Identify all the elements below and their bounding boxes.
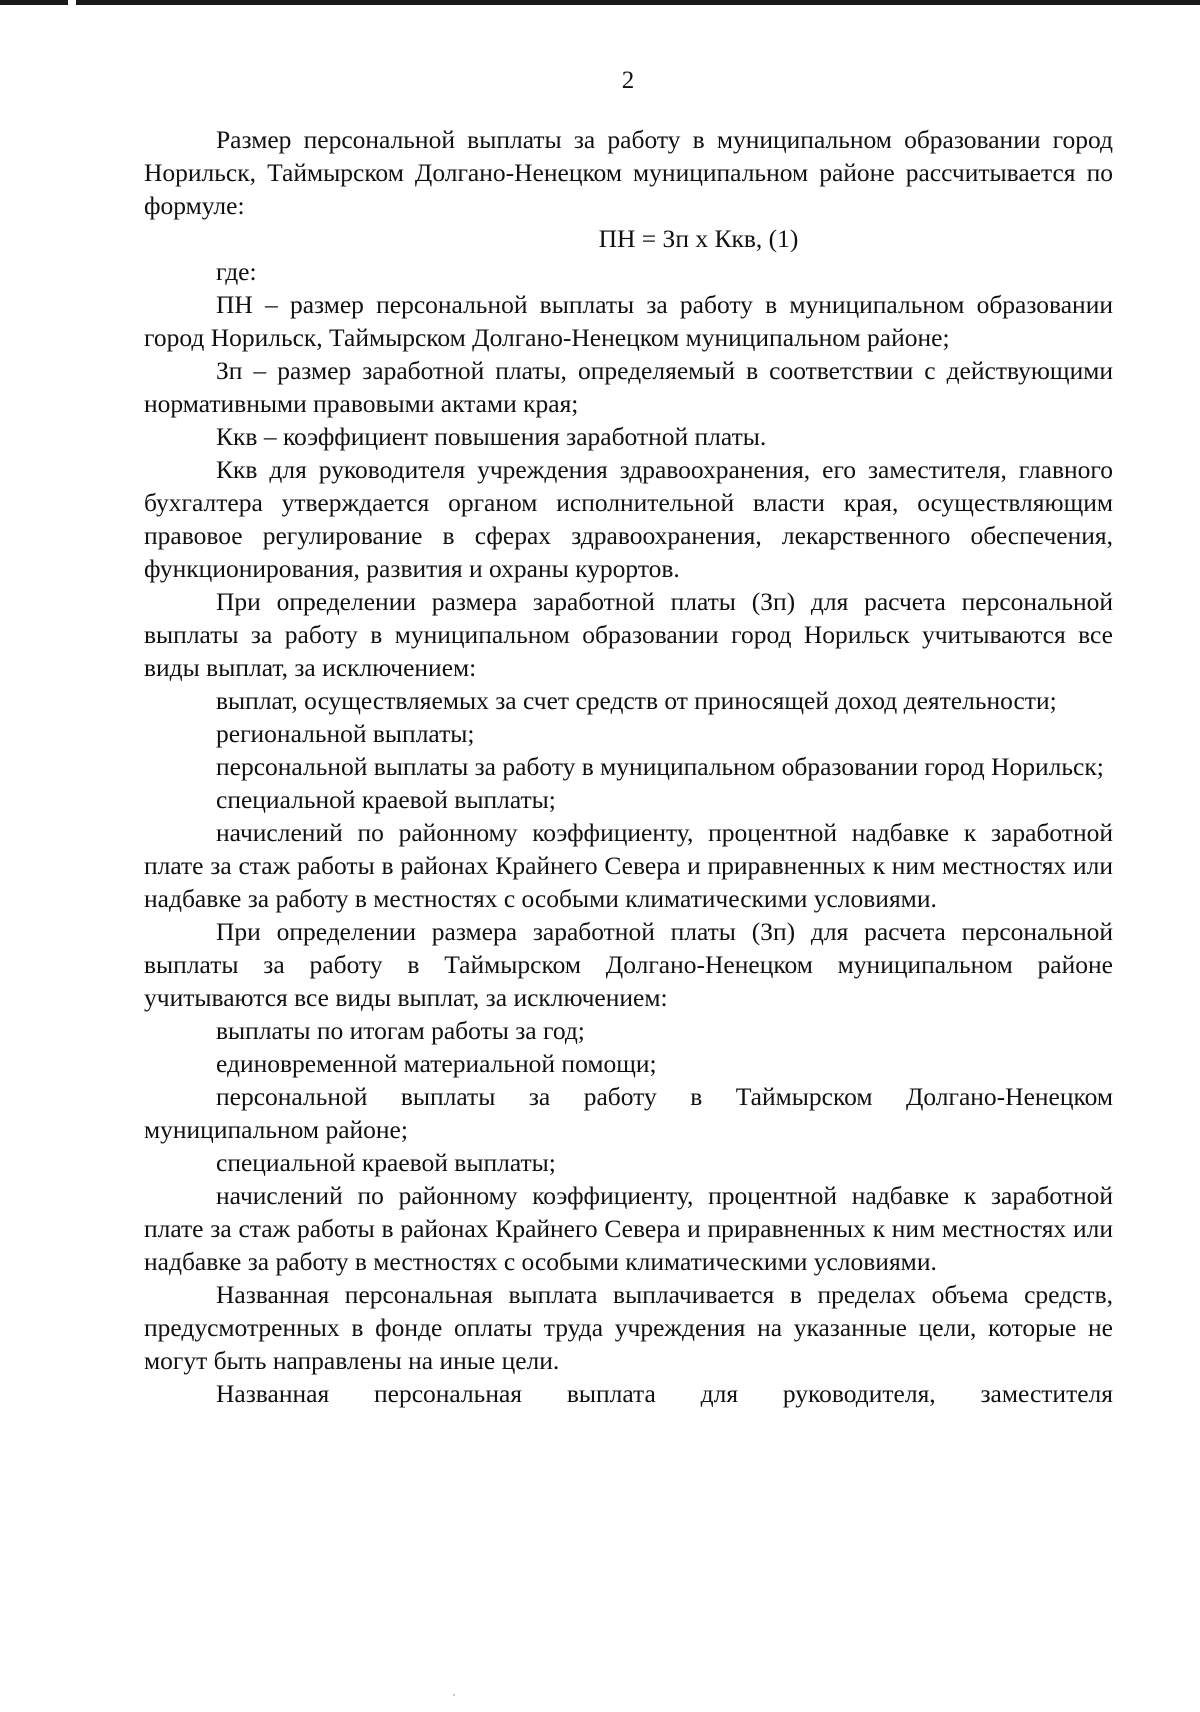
paragraph-kkv-approval: Ккв для руководителя учреждения здравоохранения, его заместителя, главного бухгалтера утверждается органом исполнительной власти края, осуществляющим правовое регулирование в сферах здравоохранения, лекарственного обеспечения, функционирования, развития и охраны курортов.	[144, 455, 1113, 583]
paragraph-pn-definition: ПН – размер персональной выплаты за работу в муниципальном образовании город Норильск, Таймырском Долгано-Ненецком муниципальном районе;	[144, 290, 1113, 352]
list-item-regional-payment: региональной выплаты;	[216, 719, 475, 748]
list-item-special-regional-payment-2: специальной краевой выплаты;	[216, 1148, 556, 1177]
paragraph-payment-size: Размер персональной выплаты за работу в муниципальном образовании город Норильск, Таймырском Долгано-Ненецком муниципальном районе рассчитывается по формуле:	[144, 125, 1113, 220]
document-body	[144, 123, 1113, 1410]
scan-top-edge-gap	[68, 0, 76, 5]
list-item-special-regional-payment: специальной краевой выплаты;	[216, 785, 556, 814]
paragraph-taimyr-calculation: При определении размера заработной платы (Зп) для расчета персональной выплаты за работу в Таймырском Долгано-Ненецком муниципальном районе учитываются все виды выплат, за исключением:	[144, 917, 1113, 1012]
page-number: 2	[621, 67, 635, 94]
formula: ПН = Зп х Ккв, (1)	[598, 224, 799, 253]
paragraph-norilsk-calculation: При определении размера заработной платы (Зп) для расчета персональной выплаты за работу в муниципальном образовании город Норильск учитываются все виды выплат, за исключением:	[144, 587, 1113, 682]
list-item-taimyr-personal-payment: персональной выплаты за работу в Таймырском Долгано-Ненецком муниципальном районе;	[144, 1082, 1113, 1144]
list-item-northern-allowances-2: начислений по районному коэффициенту, процентной надбавке к заработной плате за стаж работы в районах Крайнего Севера и приравненных к ним местностях или надбавке за работу в местностях с особыми климатическими условиями.	[144, 1181, 1113, 1276]
paragraph-zp-definition: Зп – размер заработной платы, определяемый в соответствии с действующими нормативными правовыми актами края;	[144, 356, 1113, 418]
list-item-northern-allowances: начислений по районному коэффициенту, процентной надбавке к заработной плате за стаж работы в районах Крайнего Севера и приравненных к ним местностях или надбавке за работу в местностях с особыми климатическими условиями.	[144, 818, 1113, 913]
paragraph-head-payment: Названная персональная выплата для руководителя, заместителя	[216, 1379, 1113, 1408]
list-item-norilsk-personal-payment: персональной выплаты за работу в муниципальном образовании город Норильск;	[216, 752, 1104, 781]
paragraph-kkv-definition: Ккв – коэффициент повышения заработной платы.	[216, 422, 767, 451]
list-item-annual-results: выплаты по итогам работы за год;	[216, 1016, 585, 1045]
scan-top-edge	[0, 0, 1200, 5]
list-item-income-activity: выплат, осуществляемых за счет средств от приносящей доход деятельности;	[216, 686, 1057, 715]
paragraph-where: где:	[216, 257, 257, 286]
list-item-material-assistance: единовременной материальной помощи;	[216, 1049, 657, 1078]
scan-speck	[453, 1694, 455, 1696]
paragraph-payment-limits: Названная персональная выплата выплачивается в пределах объема средств, предусмотренных в фонде оплаты труда учреждения на указанные цели, которые не могут быть направлены на иные цели.	[144, 1280, 1113, 1375]
